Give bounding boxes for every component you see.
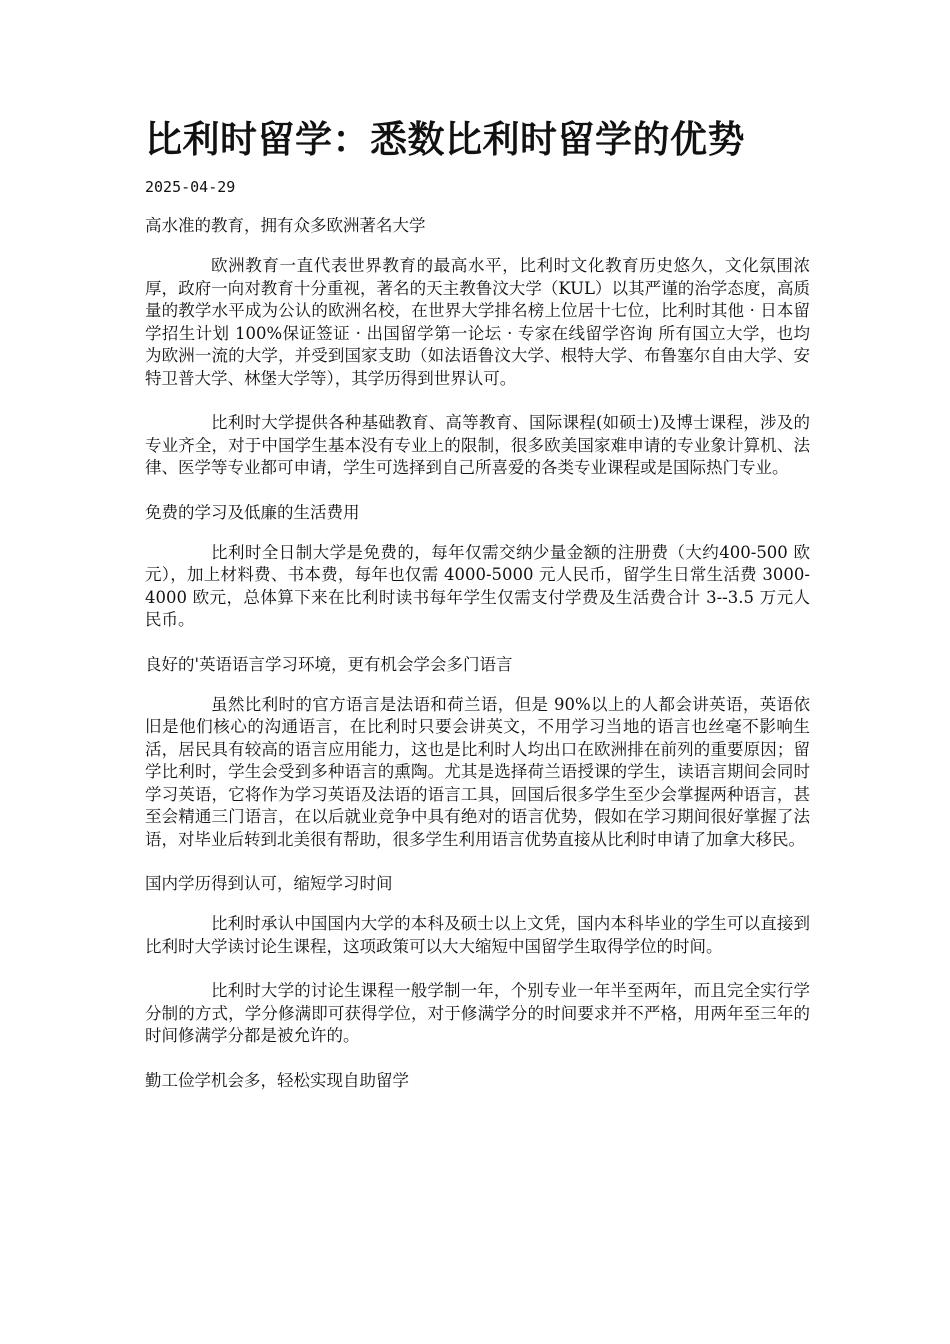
paragraph-graduate-program: 比利时大学的讨论生课程一般学制一年，个别专业一年半至两年，而且完全实行学分制的方式，学分修满即可获得学位，对于修满学分的时间要求并不严格，用两年至三年的时间修满学分都是被允许的。 — [145, 981, 810, 1045]
paragraph-recognition: 比利时承认中国国内大学的本科及硕士以上文凭，国内本科毕业的学生可以直接到比利时大学读讨论生课程，这项政策可以大大缩短中国留学生取得学位的时间。 — [145, 914, 810, 956]
paragraph-costs: 比利时全日制大学是免费的，每年仅需交纳少量金额的注册费（大约400-500 欧元），加上材料费、书本费，每年也仅需 4000-5000 元人民币，留学生日常生活费 3000-4000 欧元，总体算下来在比利时读书每年学生仅需支付学费及生活费合计 3--3.5 万元人民币。 — [145, 542, 810, 629]
paragraph-language: 虽然比利时的官方语言是法语和荷兰语，但是 90%以上的人都会讲英语，英语依旧是他们核心的沟通语言，在比利时只要会讲英文，不用学习当地的语言也丝毫不影响生活，居民具有较高的语言应用能力，这也是比利时人均出口在欧洲排在前列的重要原因；留学比利时，学生会受到多种语言的熏陶。尤其是选择荷兰语授课的学生，读语言期间会同时学习英语，它将作为学习英语及法语的语言工具，回国后很多学生至少会掌握两种语言，甚至会精通三门语言，在以后就业竞争中具有绝对的语言优势，假如在学习期间很好掌握了法语，对毕业后转到北美很有帮助，很多学生利用语言优势直接从比利时申请了加拿大移民。 — [145, 694, 810, 849]
document-title: 比利时留学：悉数比利时留学的优势 — [145, 118, 745, 161]
section-heading-recognition: 国内学历得到认可，缩短学习时间 — [145, 874, 393, 893]
section-heading-language: 良好的'英语语言学习环境，更有机会学会多门语言 — [145, 654, 513, 674]
section-heading-education: 高水准的教育，拥有众多欧洲著名大学 — [145, 216, 426, 235]
document-page — [145, 112, 810, 1110]
section-heading-costs: 免费的学习及低廉的生活费用 — [145, 502, 360, 522]
document-date: 2025-04-29 — [145, 178, 236, 196]
paragraph-education-overview: 欧洲教育一直代表世界教育的最高水平，比利时文化教育历史悠久，文化氛围浓厚，政府一向对教育十分重视，著名的天主教鲁汶大学（KUL）以其严谨的治学态度，高质量的教学水平成为公认的欧洲名校，在世界大学排名榜上位居十七位，比利时其他 · 日本留学招生计划 100%保证签证 · 出国留学第一论坛 · 专家在线留学咨询 所有国立大学，也均为欧洲一流的大学，并受到国家支助（如法语鲁汶大学、根特大学、布鲁塞尔自由大学、安特卫普大学、林堡大学等），其学历得到世界认可。 — [145, 256, 810, 388]
paragraph-education-courses: 比利时大学提供各种基础教育、高等教育、国际课程(如硕士)及博士课程，涉及的专业齐全，对于中国学生基本没有专业上的限制，很多欧美国家难申请的专业象计算机、法律、医学等专业都可申请，学生可选择到自己所喜爱的各类专业课程或是国际热门专业。 — [145, 413, 810, 477]
section-heading-work-study: 勤工俭学机会多，轻松实现自助留学 — [145, 1070, 409, 1090]
